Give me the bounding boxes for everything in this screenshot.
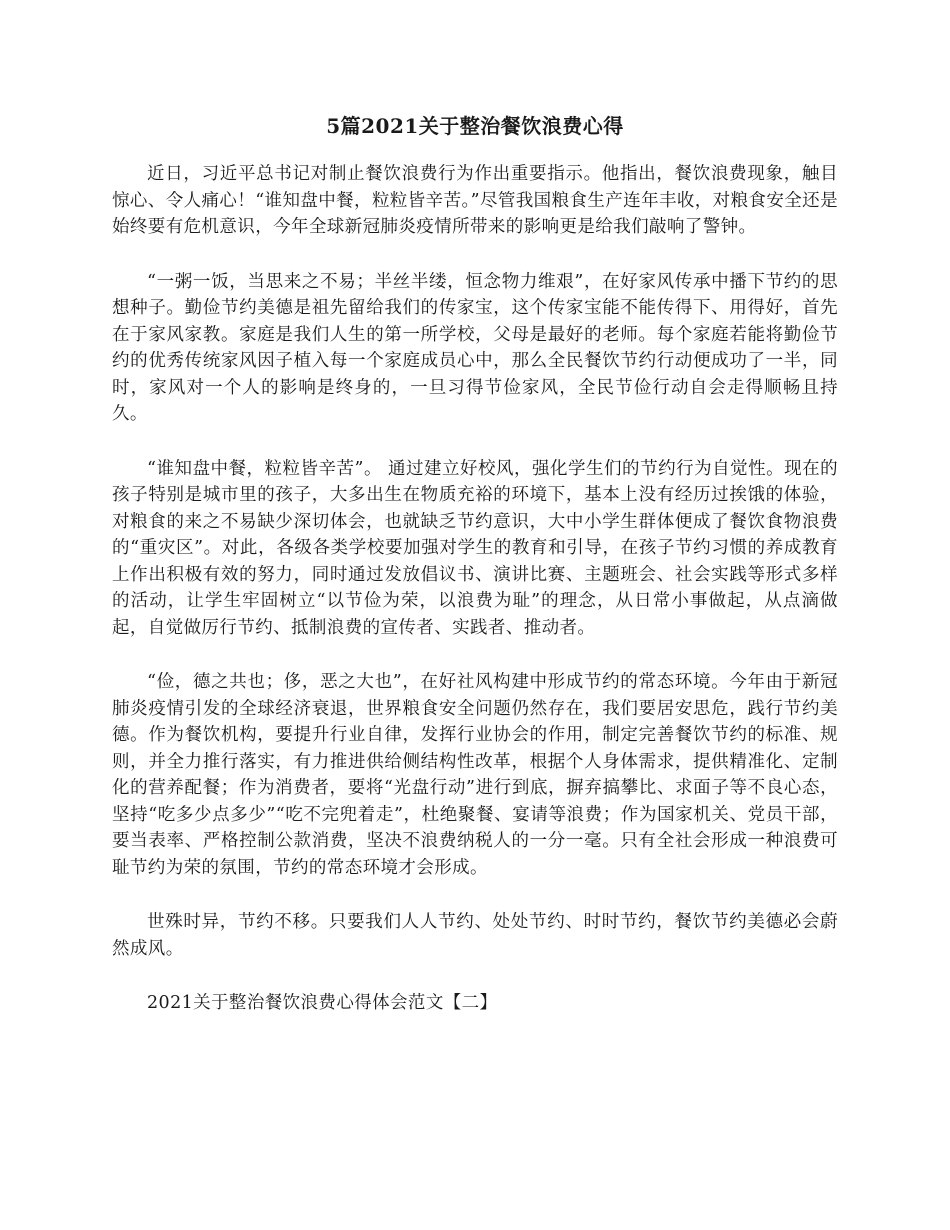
document-title: 5篇2021关于整治餐饮浪费心得 — [326, 114, 624, 138]
paragraph-4: “俭，德之共也；侈，恶之大也”，在好社风构建中形成节约的常态环境。今年由于新冠肺炎疫情引发的全球经济衰退，世界粮食安全问题仍然存在，我们要居安思危，践行节约美德。作为餐饮机构，要提升行业自律，发挥行业协会的作用，制定完善餐饮节约的标准、规则，并全力推行落实，有力推进供给侧结构性改革，根据个人身体需求，提供精准化、定制化的营养配餐；作为消费者，要将“光盘行动”进行到底，摒弃搞攀比、求面子等不良心态，坚持“吃多少点多少”“吃不完兜着走”，杜绝聚餐、宴请等浪费；作为国家机关、党员干部，要当表率、严格控制公款消费，坚决不浪费纳税人的一分一毫。只有全社会形成一种浪费可耻节约为荣的氛围，节约的常态环境才会形成。 — [112, 672, 838, 878]
document-page — [112, 110, 838, 1017]
section-subheading: 2021关于整治餐饮浪费心得体会范文【二】 — [147, 993, 498, 1013]
paragraph-1: 近日，习近平总书记对制止餐饮浪费行为作出重要指示。他指出，餐饮浪费现象，触目惊心、令人痛心！“谁知盘中餐，粒粒皆辛苦。”尽管我国粮食生产连年丰收，对粮食安全还是始终要有危机意识，今年全球新冠肺炎疫情所带来的影响更是给我们敲响了警钟。 — [112, 164, 838, 237]
paragraph-3: “谁知盘中餐，粒粒皆辛苦”。 通过建立好校风，强化学生们的节约行为自觉性。现在的孩子特别是城市里的孩子，大多出生在物质充裕的环境下，基本上没有经历过挨饿的体验，对粮食的来之不易缺少深切体会，也就缺乏节约意识，大中小学生群体便成了餐饮食物浪费的“重灾区”。对此，各级各类学校要加强对学生的教育和引导，在孩子节约习惯的养成教育上作出积极有效的努力，同时通过发放倡议书、演讲比赛、主题班会、社会实践等形式多样的活动，让学生牢固树立“以节俭为荣，以浪费为耻”的理念，从日常小事做起，从点滴做起，自觉做厉行节约、抵制浪费的宣传者、实践者、推动者。 — [112, 458, 838, 638]
paragraph-5: 世殊时异，节约不移。只要我们人人节约、处处节约、时时节约，餐饮节约美德必会蔚然成风。 — [112, 912, 838, 959]
paragraph-2: “一粥一饭，当思来之不易；半丝半缕，恒念物力维艰”，在好家风传承中播下节约的思想种子。勤俭节约美德是祖先留给我们的传家宝，这个传家宝能不能传得下、用得好，首先在于家风家教。家庭是我们人生的第一所学校，父母是最好的老师。每个家庭若能将勤俭节约的优秀传统家风因子植入每一个家庭成员心中，那么全民餐饮节约行动便成功了一半，同时，家风对一个人的影响是终身的，一旦习得节俭家风，全民节俭行动自会走得顺畅且持久。 — [112, 271, 838, 424]
